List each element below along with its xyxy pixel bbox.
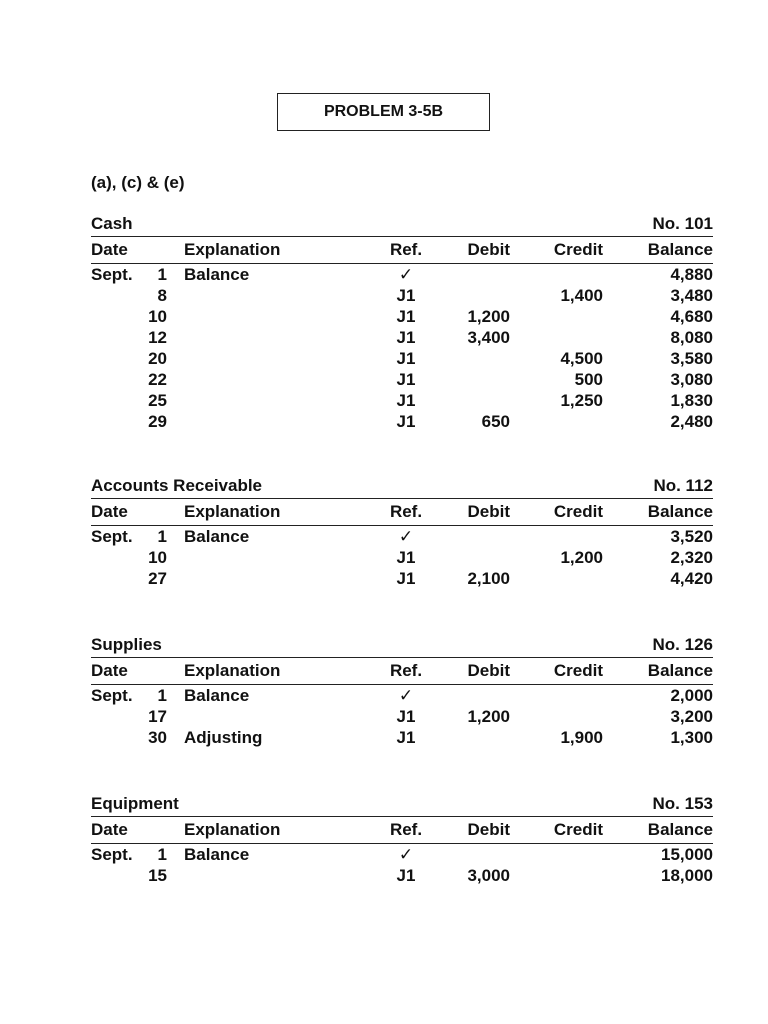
entry-month: Sept. xyxy=(91,686,133,705)
column-header-balance: Balance xyxy=(647,240,713,259)
entry-day: 17 xyxy=(148,707,167,726)
entry-month: Sept. xyxy=(91,527,133,546)
entry-balance: 4,420 xyxy=(670,569,713,588)
entry-day: 1 xyxy=(157,527,167,546)
entry-ref: J1 xyxy=(396,707,416,726)
entry-ref: J1 xyxy=(396,370,416,389)
entry-balance: 3,580 xyxy=(670,349,713,368)
entry-balance: 4,880 xyxy=(670,265,713,284)
entry-ref: ✓ xyxy=(398,527,414,546)
ledger-row xyxy=(91,285,713,306)
entry-day: 1 xyxy=(157,845,167,864)
column-header-ref: Ref. xyxy=(389,502,423,521)
entry-balance: 8,080 xyxy=(670,328,713,347)
column-header-explanation: Explanation xyxy=(184,240,281,259)
account-name: Equipment xyxy=(91,794,179,813)
entry-debit: 1,200 xyxy=(467,307,510,326)
entry-credit: 1,200 xyxy=(560,548,603,567)
entry-ref: ✓ xyxy=(398,686,414,705)
ledger-row xyxy=(91,369,713,390)
entry-ref: J1 xyxy=(396,349,416,368)
column-header-date: Date xyxy=(91,820,128,839)
column-header-debit: Debit xyxy=(467,240,510,259)
entry-day: 22 xyxy=(148,370,167,389)
account-number: No. 101 xyxy=(652,214,713,233)
entry-day: 10 xyxy=(148,548,167,567)
entry-day: 1 xyxy=(157,686,167,705)
ledger-row xyxy=(91,844,713,865)
entry-day: 27 xyxy=(148,569,167,588)
entry-day: 30 xyxy=(148,728,167,747)
ledger-account xyxy=(91,212,713,432)
account-number: No. 153 xyxy=(652,794,713,813)
entry-ref: J1 xyxy=(396,286,416,305)
entry-ref: J1 xyxy=(396,866,416,885)
entry-month: Sept. xyxy=(91,265,133,284)
column-header-ref: Ref. xyxy=(389,820,423,839)
entry-ref: ✓ xyxy=(398,265,414,284)
column-header-credit: Credit xyxy=(553,502,603,521)
ledger-row xyxy=(91,685,713,706)
problem-title: PROBLEM 3-5B xyxy=(277,93,490,131)
entry-day: 8 xyxy=(157,286,167,305)
ledger-row xyxy=(91,727,713,748)
column-header-credit: Credit xyxy=(553,240,603,259)
entry-balance: 15,000 xyxy=(661,845,713,864)
column-header-date: Date xyxy=(91,502,128,521)
entry-balance: 4,680 xyxy=(670,307,713,326)
column-header-ref: Ref. xyxy=(389,240,423,259)
entry-ref: ✓ xyxy=(398,845,414,864)
column-header-explanation: Explanation xyxy=(184,661,281,680)
ledger-row xyxy=(91,706,713,727)
entry-day: 20 xyxy=(148,349,167,368)
column-headers xyxy=(91,237,713,264)
column-header-debit: Debit xyxy=(467,502,510,521)
entry-explanation: Adjusting xyxy=(184,728,263,747)
entry-explanation: Balance xyxy=(184,686,250,705)
entry-debit: 1,200 xyxy=(467,707,510,726)
ledger-row xyxy=(91,390,713,411)
account-name: Cash xyxy=(91,214,133,233)
entry-balance: 3,520 xyxy=(670,527,713,546)
column-header-credit: Credit xyxy=(553,820,603,839)
ledger-account xyxy=(91,474,713,589)
column-header-credit: Credit xyxy=(553,661,603,680)
entry-day: 25 xyxy=(148,391,167,410)
entry-day: 15 xyxy=(148,866,167,885)
entry-day: 10 xyxy=(148,307,167,326)
entry-credit: 1,250 xyxy=(560,391,603,410)
column-header-date: Date xyxy=(91,240,128,259)
account-header xyxy=(91,792,713,817)
column-header-debit: Debit xyxy=(467,661,510,680)
entry-balance: 1,300 xyxy=(670,728,713,747)
account-header xyxy=(91,474,713,499)
column-headers xyxy=(91,817,713,844)
entry-ref: J1 xyxy=(396,412,416,431)
entry-explanation: Balance xyxy=(184,845,250,864)
entry-credit: 1,900 xyxy=(560,728,603,747)
column-headers xyxy=(91,658,713,685)
entry-balance: 3,480 xyxy=(670,286,713,305)
entry-day: 12 xyxy=(148,328,167,347)
column-header-explanation: Explanation xyxy=(184,820,281,839)
account-header xyxy=(91,633,713,658)
account-number: No. 112 xyxy=(653,476,713,495)
ledger-account xyxy=(91,633,713,748)
ledger-row xyxy=(91,264,713,285)
entry-credit: 4,500 xyxy=(560,349,603,368)
entry-ref: J1 xyxy=(396,728,416,747)
entry-balance: 3,200 xyxy=(670,707,713,726)
entry-ref: J1 xyxy=(396,569,416,588)
entry-day: 1 xyxy=(157,265,167,284)
entry-balance: 2,000 xyxy=(670,686,713,705)
account-header xyxy=(91,212,713,237)
entry-balance: 1,830 xyxy=(670,391,713,410)
column-header-ref: Ref. xyxy=(389,661,423,680)
entry-ref: J1 xyxy=(396,307,416,326)
ledger-account xyxy=(91,792,713,886)
column-header-balance: Balance xyxy=(647,661,713,680)
ledger-row xyxy=(91,306,713,327)
entry-credit: 500 xyxy=(574,370,603,389)
entry-debit: 2,100 xyxy=(467,569,510,588)
entry-debit: 3,000 xyxy=(467,866,510,885)
entry-ref: J1 xyxy=(396,328,416,347)
account-number: No. 126 xyxy=(652,635,713,654)
column-header-balance: Balance xyxy=(647,820,713,839)
column-header-balance: Balance xyxy=(647,502,713,521)
ledger-row xyxy=(91,526,713,547)
entry-explanation: Balance xyxy=(184,527,250,546)
ledger-row xyxy=(91,411,713,432)
ledger-row xyxy=(91,568,713,589)
entry-month: Sept. xyxy=(91,845,133,864)
entry-debit: 650 xyxy=(481,412,510,431)
entry-balance: 2,480 xyxy=(670,412,713,431)
entry-balance: 2,320 xyxy=(670,548,713,567)
entry-credit: 1,400 xyxy=(560,286,603,305)
entry-balance: 3,080 xyxy=(670,370,713,389)
column-header-explanation: Explanation xyxy=(184,502,281,521)
part-subtitle: (a), (c) & (e) xyxy=(91,173,185,192)
entry-balance: 18,000 xyxy=(661,866,713,885)
column-header-date: Date xyxy=(91,661,128,680)
entry-debit: 3,400 xyxy=(467,328,510,347)
ledger-row xyxy=(91,348,713,369)
account-name: Accounts Receivable xyxy=(91,476,263,495)
ledger-row xyxy=(91,865,713,886)
ledger-row xyxy=(91,327,713,348)
entry-ref: J1 xyxy=(396,391,416,410)
entry-day: 29 xyxy=(148,412,167,431)
entry-explanation: Balance xyxy=(184,265,250,284)
account-name: Supplies xyxy=(91,635,162,654)
ledger-row xyxy=(91,547,713,568)
column-header-debit: Debit xyxy=(467,820,510,839)
entry-ref: J1 xyxy=(396,548,416,567)
column-headers xyxy=(91,499,713,526)
